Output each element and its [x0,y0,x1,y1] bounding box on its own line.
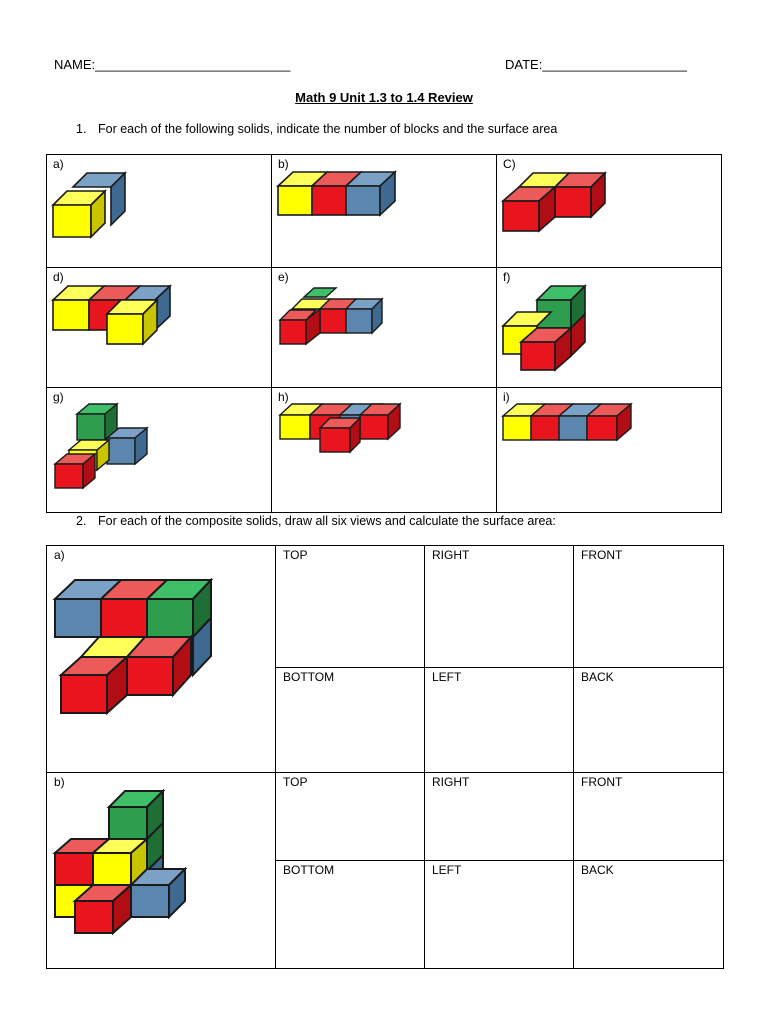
cell-label: b) [54,774,65,789]
view-label: TOP [283,548,308,562]
view-label: RIGHT [432,774,470,789]
view-right-b[interactable] [425,772,574,860]
solid-h-figure [272,388,497,513]
view-left-a[interactable] [425,668,574,772]
solid-i-figure [497,388,722,513]
cube-yellow-front [53,191,105,237]
solid-e-figure [272,268,497,388]
question-1-grid [46,154,722,513]
solid-cell-h [272,388,497,513]
question-2-number: 2. [76,514,87,528]
solid-f-figure [497,268,722,388]
solid-c-figure [497,155,722,268]
solid-cell-i [497,388,722,513]
composite-solid-cell-b [47,772,276,968]
name-field-label: NAME:___________________________ [54,57,291,72]
solid-cell-e [272,268,497,388]
cell-label: b) [278,157,289,171]
view-label: BOTTOM [283,670,335,685]
solid-cell-g [47,388,272,513]
solid-b-figure [272,155,497,268]
view-right-a[interactable] [425,546,574,668]
cell-label: h) [278,390,289,404]
view-top-b[interactable] [276,772,425,860]
view-label: LEFT [432,862,462,877]
cell-label: a) [54,548,65,562]
view-label: BOTTOM [283,862,335,877]
view-back-a[interactable] [574,668,724,772]
solid-cell-c [497,155,722,268]
question-1-text: For each of the following solids, indicate the number of blocks and the surface area [98,122,558,136]
view-label: TOP [283,774,308,789]
view-label: RIGHT [432,548,470,562]
question-2-grid [46,545,724,969]
view-bottom-a[interactable] [276,668,425,772]
composite-solid-b-figure [47,773,276,969]
cell-label: d) [53,270,64,284]
solid-d-figure [47,268,272,388]
date-field-label: DATE:____________________ [505,57,687,72]
cell-label: i) [503,390,510,404]
solid-g-figure [47,388,272,513]
view-label: FRONT [581,548,623,562]
solid-a-figure [47,155,272,268]
solid-cell-f [497,268,722,388]
question-2-text: For each of the composite solids, draw all six views and calculate the surface area: [98,514,556,528]
view-front-b[interactable] [574,772,724,860]
composite-solid-cell-a [47,546,276,773]
view-label: BACK [581,862,614,877]
view-label: BACK [581,670,614,685]
view-back-b[interactable] [574,860,724,968]
solid-cell-a [47,155,272,268]
view-label: FRONT [581,774,623,789]
cell-label: a) [53,157,64,171]
question-1-number: 1. [76,122,87,136]
composite-solid-a-figure [47,546,276,772]
cell-label: f) [503,270,511,284]
solid-cell-d [47,268,272,388]
solid-cell-b [272,155,497,268]
page-title: Math 9 Unit 1.3 to 1.4 Review [295,90,473,105]
cell-label: e) [278,270,289,284]
view-top-a[interactable] [276,546,425,668]
view-left-b[interactable] [425,860,574,968]
view-bottom-b[interactable] [276,860,425,968]
view-front-a[interactable] [574,546,724,668]
view-label: LEFT [432,670,462,685]
cell-label: C) [503,157,516,171]
cell-label: g) [53,390,64,404]
